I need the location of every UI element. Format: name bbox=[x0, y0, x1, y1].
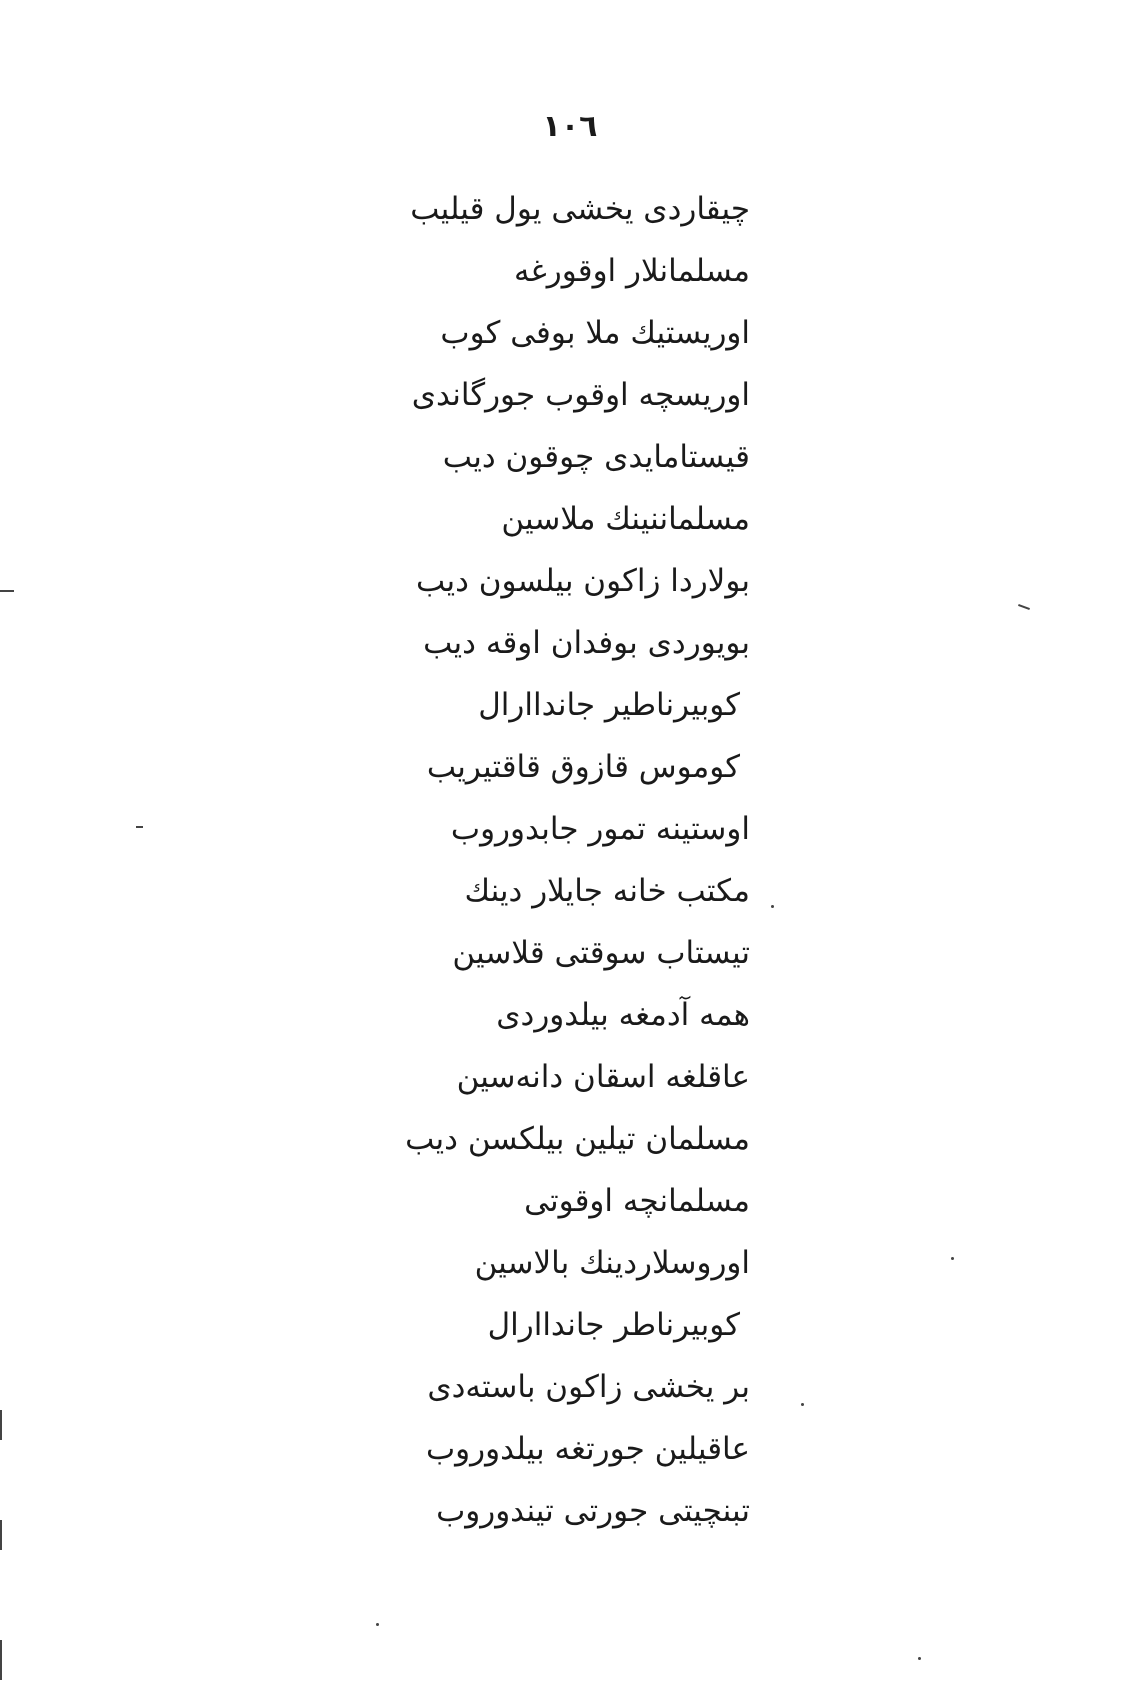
verse-line-7: بولاردا زاكون بيلسون ديب bbox=[416, 563, 750, 599]
verse-line-14: همه آدمغه بيلدوردی bbox=[496, 997, 750, 1033]
poem-text bbox=[370, 178, 750, 1542]
verse-line-18: اوروسلاردينك بالاسين bbox=[474, 1245, 750, 1281]
verse-line-5: قيستامايدی چوقون ديب bbox=[442, 439, 750, 475]
scan-mark bbox=[0, 1410, 2, 1440]
verse-line-11: اوستينه تمور جابدوروب bbox=[450, 811, 750, 847]
scan-mark bbox=[0, 1640, 2, 1680]
scan-mark bbox=[951, 1257, 954, 1260]
verse-line-21: عاقيلين جورتغه بيلدوروب bbox=[425, 1431, 750, 1467]
scan-mark bbox=[801, 1403, 804, 1406]
page-number: ١٠٦ bbox=[542, 109, 598, 144]
verse-line-17: مسلمانچه اوقوتی bbox=[524, 1183, 750, 1219]
verse-line-10: كوموس قازوق قاقتيريب bbox=[426, 749, 740, 785]
verse-line-9: كوبيرناطير جانداارال bbox=[478, 687, 740, 723]
scan-mark bbox=[136, 826, 143, 828]
verse-line-6: مسلماننينك ملاسين bbox=[501, 501, 750, 537]
verse-line-1: چيقاردی يخشی يول قيليب bbox=[410, 191, 750, 227]
scan-mark bbox=[771, 905, 774, 908]
verse-line-8: بويوردی بوفدان اوقه ديب bbox=[423, 625, 750, 661]
scan-mark bbox=[0, 590, 14, 592]
scan-mark bbox=[918, 1657, 921, 1660]
verse-line-22: تبنچيتی جورتی تيندوروب bbox=[436, 1493, 750, 1529]
verse-line-19: كوبيرناطر جانداارال bbox=[487, 1307, 740, 1343]
verse-line-4: اوريسچه اوقوب جورگاندی bbox=[411, 377, 750, 413]
verse-line-16: مسلمان تيلين بيلكسن ديب bbox=[405, 1121, 750, 1157]
verse-line-2: مسلمانلار اوقورغه bbox=[513, 253, 750, 289]
verse-line-12: مكتب خانه جايلار دينك bbox=[464, 873, 750, 909]
scan-mark bbox=[0, 1520, 2, 1550]
verse-line-20: بر يخشی زاكون باسته‌دی bbox=[427, 1369, 750, 1405]
verse-line-15: عاقلغه اسقان دانه‌سين bbox=[456, 1059, 750, 1095]
scan-mark bbox=[1018, 604, 1030, 610]
scan-mark bbox=[376, 1623, 379, 1626]
verse-line-3: اوريستيك ملا بوفی كوب bbox=[440, 315, 750, 351]
verse-line-13: تيستاب سوقتی قلاسين bbox=[452, 935, 750, 971]
